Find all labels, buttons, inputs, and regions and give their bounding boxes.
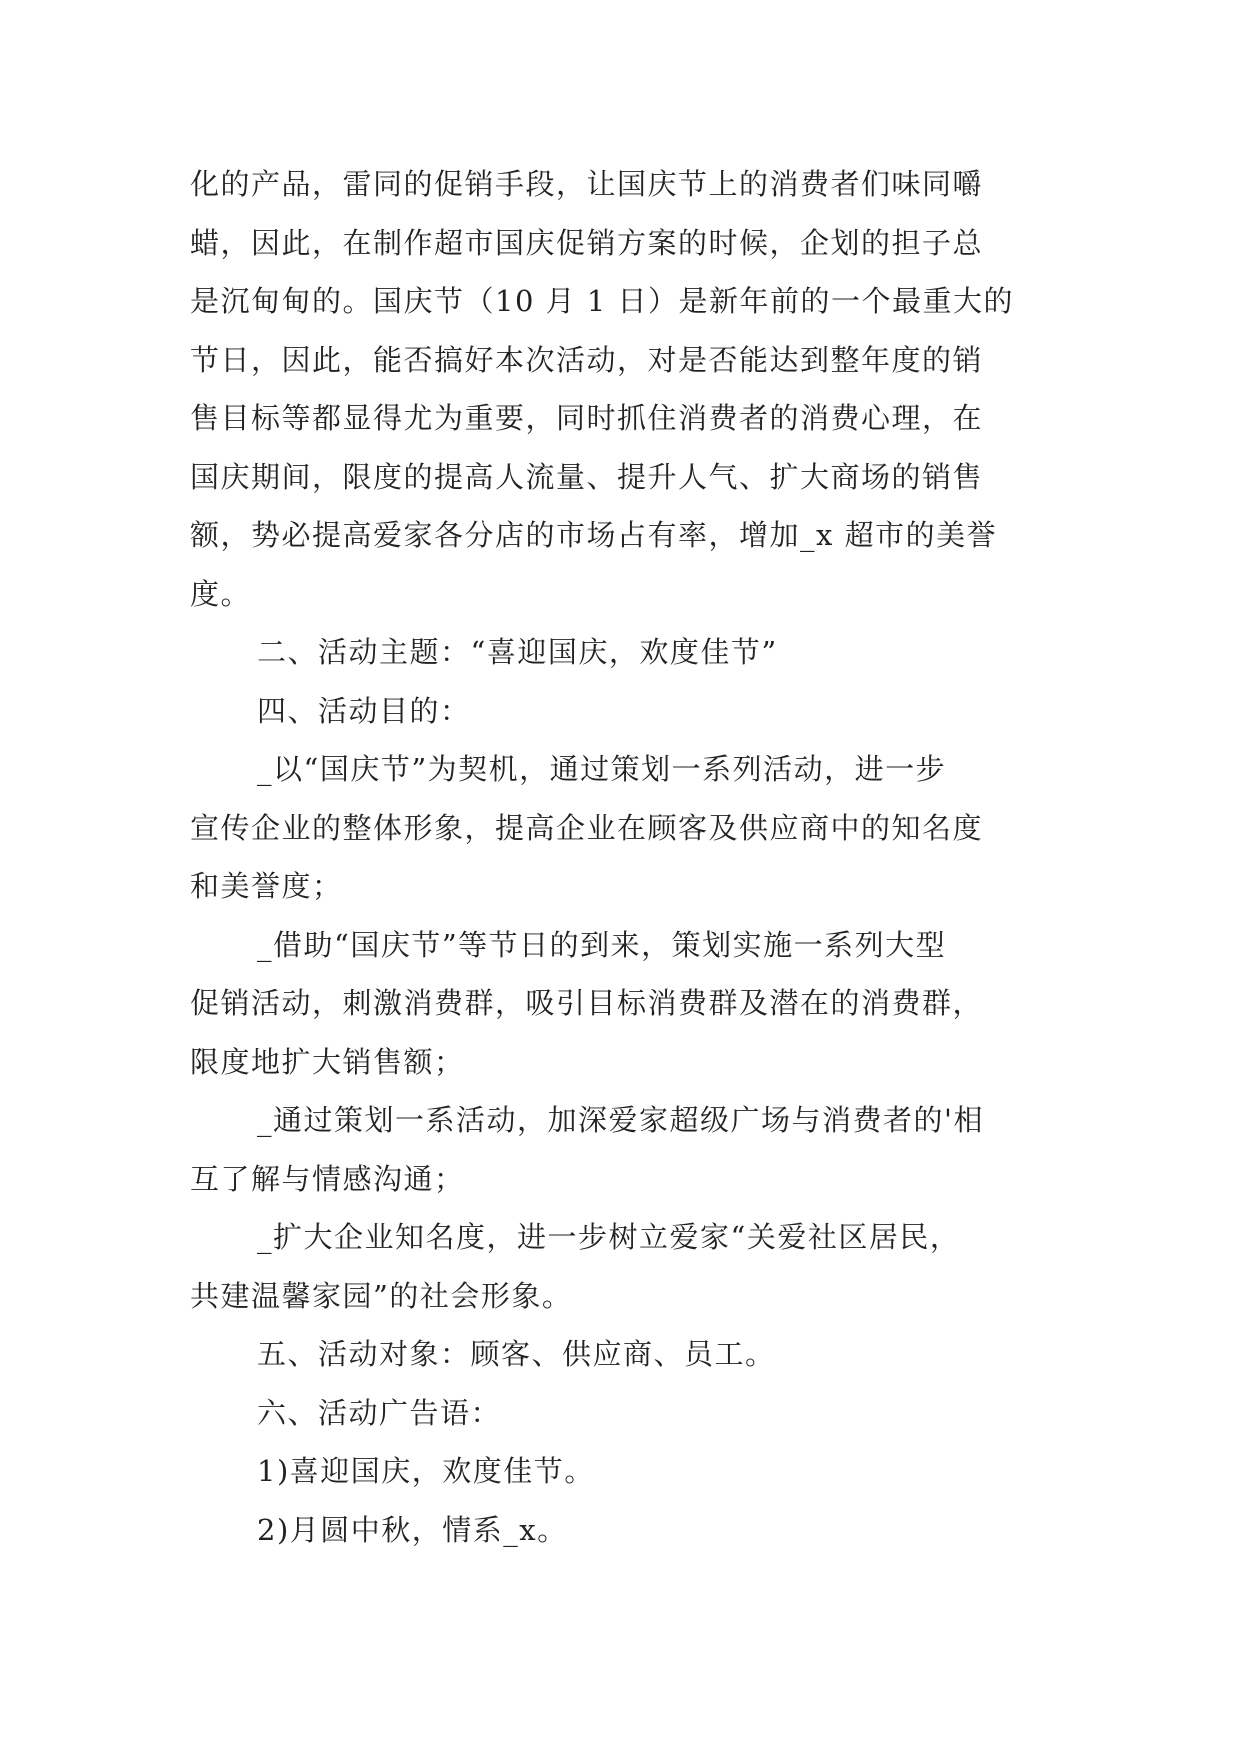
slogan-item: 1)喜迎国庆，欢度佳节。 [257,1454,595,1488]
text-line: _扩大企业知名度，进一步树立爱家“关爱社区居民， [257,1220,961,1254]
section-heading-slogans: 六、活动广告语： [257,1395,502,1430]
body-text [190,155,1060,1559]
text-line: 售目标等都显得尤为重要，同时抓住消费者的消费心理，在 [190,401,984,435]
section-heading-purpose: 四、活动目的： [257,693,471,728]
text-line: 额，势必提高爱家各分店的市场占有率，增加_x 超市的美誉 [190,518,998,552]
text-line: 宣传企业的整体形象，提高企业在顾客及供应商中的知名度 [190,810,984,845]
slogan-item: 2)月圆中秋，情系_x。 [257,1512,568,1547]
text-line: 共建温馨家园”的社会形象。 [190,1278,573,1313]
text-line: 限度地扩大销售额； [190,1044,465,1079]
text-line: _通过策划一系活动，加深爱家超级广场与消费者的'相 [257,1103,984,1137]
text-line: 化的产品，雷同的促销手段，让国庆节上的消费者们味同嚼 [190,167,984,201]
section-heading-audience: 五、活动对象：顾客、供应商、员工。 [257,1337,776,1371]
text-line: 互了解与情感沟通； [190,1161,465,1196]
section-heading-theme: 二、活动主题：“喜迎国庆，欢度佳节” [257,635,778,669]
text-line: _以“国庆节”为契机，通过策划一系列活动，进一步 [257,752,947,786]
text-line: 蜡，因此，在制作超市国庆促销方案的时候，企划的担子总 [190,225,984,260]
text-line: 度。 [190,576,252,611]
text-line: 促销活动，刺激消费群，吸引目标消费群及潜在的消费群， [190,986,984,1020]
text-line: 是沉甸甸的。国庆节（10 月 1 日）是新年前的一个最重大的 [190,284,1015,318]
text-line: 和美誉度； [190,869,343,903]
text-line: 国庆期间，限度的提高人流量、提升人气、扩大商场的销售 [190,459,984,494]
text-line: 节日，因此，能否搞好本次活动，对是否能达到整年度的销 [190,342,984,377]
text-line: _借助“国庆节”等节日的到来，策划实施一系列大型 [257,927,947,962]
